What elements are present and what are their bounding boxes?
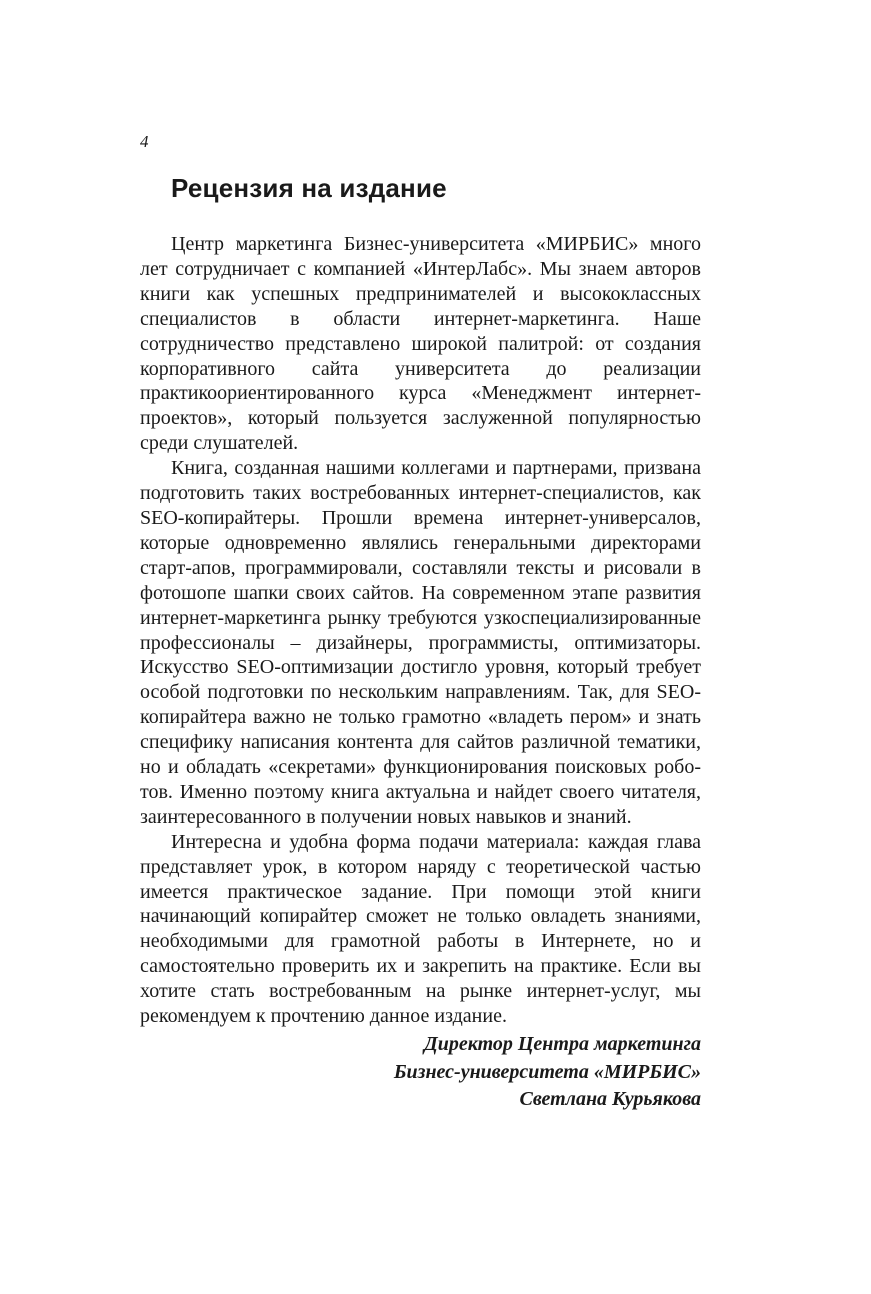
signature-organization: Бизнес-университета «МИРБИС»: [393, 1060, 701, 1083]
paragraph-2: Книга, созданная нашими коллегами и партнерами, призвана подготовить таких востребованных интернет-специалистов, как SEO-копирайтеры. Прошли времена интернет-универсалов, которые одновременно являлись генеральными директорами старт-апов, программировали, составляли тексты и рисовали в фотошопе шапки своих сайтов. На современном этапе развития интернет-маркетинга рынку требуются узкоспециализированные профессионалы – дизайнеры, программисты, оптимизаторы. Искусство SEO-оптимизации достигло уровня, который требует особой подготовки по нескольким направлениям. Так, для SEO-копирайтера важно не только грамотно «владеть пером» и знать специфику написания контента для сайтов различной тематики, но и обладать «секретами» функционирования поисковых роботов. Именно поэтому книга актуальна и найдет своего читателя, заинтересованного в получении новых навыков и знаний.: [140, 457, 701, 828]
signature-author-name: Светлана Курьякова: [519, 1088, 701, 1110]
signature-position: Директор Центра маркетинга: [424, 1033, 701, 1055]
paragraph-3: Интересна и удобна форма подачи материала: каждая глава представляет урок, в котором наряду с теоретической частью имеется практическое задание. При помощи этой книги начинающий копирайтер сможет не только овладеть знаниями, необходимыми для грамотной работы в Интернете, но и самостоятельно проверить их и закрепить на практике. Если вы хотите стать востребованным на рынке интернет-услуг, мы рекомендуем к прочтению данное издание.: [140, 830, 701, 1028]
signature-block: [394, 1031, 701, 1114]
page-number: 4: [140, 132, 149, 151]
paragraph-1: Центр маркетинга Бизнес-университета «МИРБИС» много лет сотрудничает с компанией «ИнтерЛабс». Мы знаем авторов книги как успешных предпринимателей и высококлассных специалистов в области интернет-маркетинга. Наше сотрудничество представлено широкой палитрой: от создания корпоративного сайта университета до реализации практикоориентированного курса «Менеджмент интернет-проектов», который пользуется заслуженной популярностью среди слушателей.: [140, 233, 701, 455]
page-title: Рецензия на издание: [171, 173, 447, 203]
review-body: [140, 232, 701, 1029]
